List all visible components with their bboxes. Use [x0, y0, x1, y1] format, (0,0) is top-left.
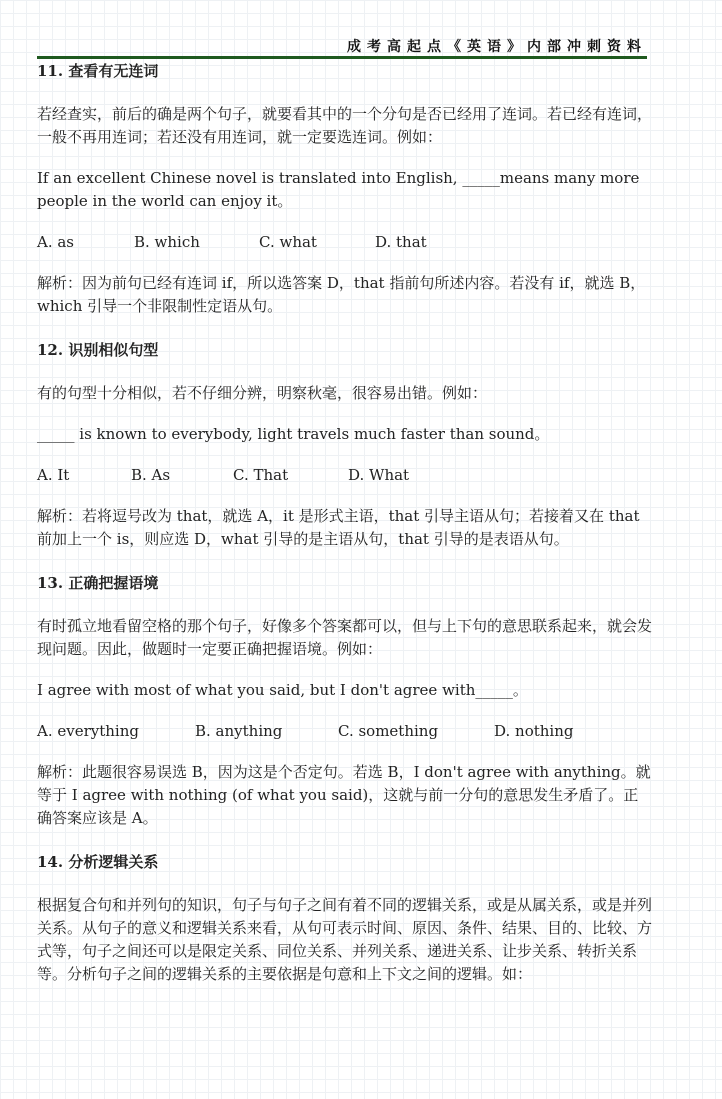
option-d: D. What	[348, 466, 410, 484]
option-a: A. as	[37, 233, 75, 251]
section-12-options	[37, 464, 652, 487]
option-c: C. what	[259, 233, 317, 251]
section-13-options	[37, 720, 652, 743]
section-11-question: If an excellent Chinese novel is translated into English, _____means many more people in the world can enjoy it。	[37, 169, 640, 210]
option-b: B. As	[131, 466, 171, 484]
section-14-heading: 14. 分析逻辑关系	[37, 853, 159, 871]
section-11-analysis: 解析：因为前句已经有连词 if，所以选答案 D，that 指前句所述内容。若没有 if，就选 B，which 引导一个非限制性定语从句。	[37, 274, 646, 315]
section-12-analysis: 解析：若将逗号改为 that，就选 A，it 是形式主语，that 引导主语从句；若接着又在 that 前加上一个 is，则应选 D，what 引导的是主语从句，that 引导的是表语从句。	[37, 507, 640, 548]
section-11-options	[37, 231, 652, 254]
option-c: C. something	[338, 722, 439, 740]
option-a: A. It	[37, 466, 70, 484]
section-12-intro: 有的句型十分相似，若不仔细分辨，明察秋毫，很容易出错。例如：	[37, 384, 488, 402]
option-a: A. everything	[37, 722, 139, 740]
section-13-analysis: 解析：此题很容易误选 B，因为这是个否定句。若选 B，I don't agree with anything。就等于 I agree with nothing (of what you said)，这就与前一分句的意思发生矛盾了。正确答案应该是 A。	[37, 763, 651, 827]
section-12-question: _____ is known to everybody, light travels much faster than sound。	[37, 425, 550, 443]
option-b: B. anything	[195, 722, 283, 740]
option-d: D. that	[375, 233, 427, 251]
section-13-heading: 13. 正确把握语境	[37, 574, 159, 592]
section-14-intro: 根据复合句和并列句的知识，句子与句子之间有着不同的逻辑关系，或是从属关系，或是并列关系。从句子的意义和逻辑关系来看，从句可表示时间、原因、条件、结果、目的、比较、方式等，句子之间还可以是限定关系、同位关系、并列关系、递进关系、让步关系、转折关系等。分析句子之间的逻辑关系的主要依据是句意和上下文之间的逻辑。如：	[37, 896, 653, 983]
section-11-intro: 若经查实，前后的确是两个句子，就要看其中的一个分句是否已经用了连词。若已经有连词，一般不再用连词；若还没有用连词，就一定要选连词。例如：	[37, 105, 653, 146]
section-13-question: I agree with most of what you said, but I don't agree with_____。	[37, 681, 528, 699]
section-12-heading: 12. 识别相似句型	[37, 341, 159, 359]
option-b: B. which	[134, 233, 200, 251]
section-13-intro: 有时孤立地看留空格的那个句子，好像多个答案都可以，但与上下句的意思联系起来，就会发现问题。因此，做题时一定要正确把握语境。例如：	[37, 617, 653, 658]
document-body	[37, 60, 652, 986]
option-d: D. nothing	[494, 722, 574, 740]
section-11-heading: 11. 查看有无连词	[37, 62, 159, 80]
page-header	[37, 34, 647, 59]
header-title: 成考高起点《英语》内部冲刺资料	[347, 39, 647, 55]
option-c: C. That	[233, 466, 289, 484]
